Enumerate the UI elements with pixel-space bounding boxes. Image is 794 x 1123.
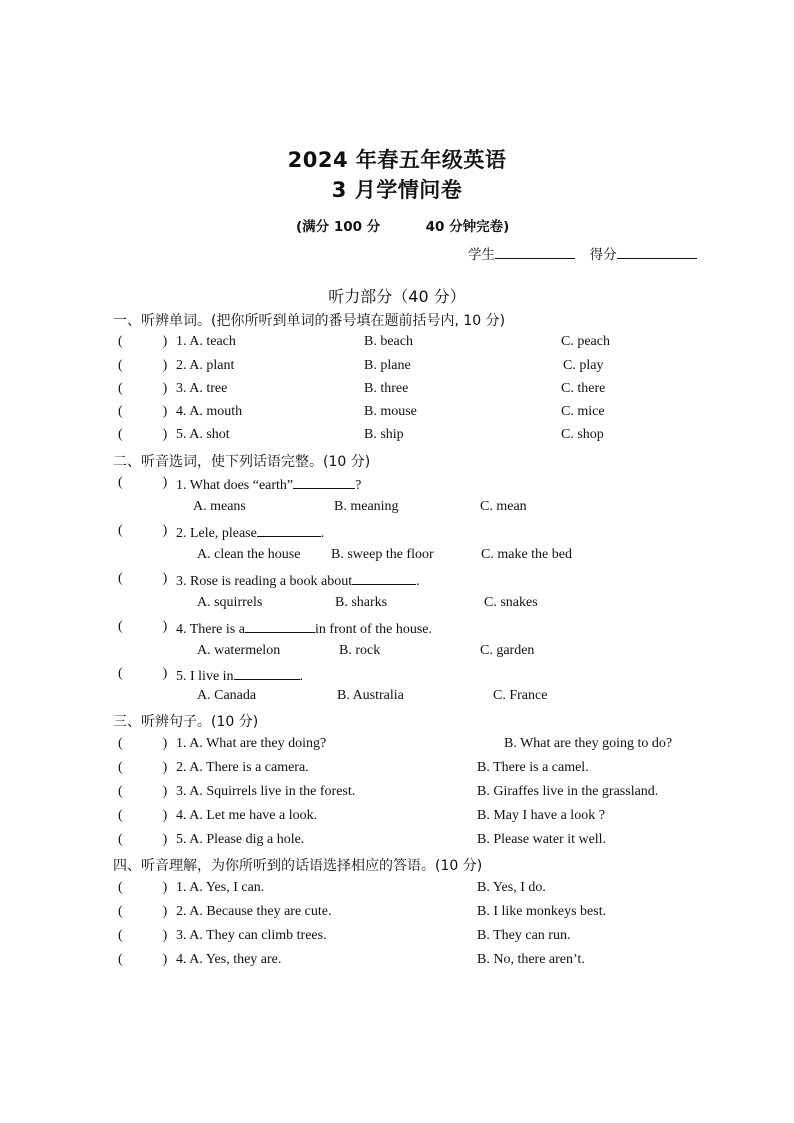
option-a: 2. A. There is a camera. bbox=[176, 760, 309, 775]
option-a: 1. A. What are they doing? bbox=[176, 736, 327, 751]
option-b: B. rock bbox=[339, 643, 381, 658]
option-c: C. play bbox=[563, 358, 604, 373]
answer-blank[interactable]: ( ) bbox=[118, 904, 168, 919]
option-b: B. sweep the floor bbox=[331, 547, 434, 562]
answer-blank[interactable]: ( ) bbox=[118, 571, 168, 586]
option-c: C. snakes bbox=[484, 595, 538, 610]
answer-blank[interactable]: ( ) bbox=[118, 736, 168, 751]
option-b: B. Please water it well. bbox=[477, 832, 607, 847]
answer-blank[interactable]: ( ) bbox=[118, 832, 168, 847]
score-blank[interactable] bbox=[617, 245, 697, 259]
section-3-heading: 三、听辨句子。(10 分) bbox=[113, 714, 259, 730]
answer-blank[interactable]: ( ) bbox=[118, 952, 168, 967]
option-a: 3. A. Squirrels live in the forest. bbox=[176, 784, 356, 799]
full-marks-note bbox=[296, 215, 509, 235]
answer-blank[interactable]: ( ) bbox=[118, 619, 168, 634]
answer-blank[interactable]: ( ) bbox=[118, 760, 168, 775]
answer-blank[interactable]: ( ) bbox=[118, 523, 168, 538]
section-2-heading: 二、听音选词，使下列话语完整。(10 分) bbox=[113, 454, 371, 470]
question-option-a: 1. A. teach bbox=[176, 334, 236, 349]
student-name-blank[interactable] bbox=[495, 245, 575, 259]
answer-blank[interactable]: ( ) bbox=[118, 928, 168, 943]
question-text: 1. What does “earth” ? bbox=[176, 475, 361, 494]
option-a: A. watermelon bbox=[197, 643, 281, 658]
option-b: B. They can run. bbox=[477, 928, 571, 943]
question-option-a: 5. A. shot bbox=[176, 427, 230, 442]
time-limit: 40 分钟完卷) bbox=[425, 219, 510, 235]
part-title: 听力部分（40 分） bbox=[328, 287, 466, 306]
answer-blank[interactable]: ( ) bbox=[118, 784, 168, 799]
student-info bbox=[468, 243, 697, 263]
fill-blank[interactable] bbox=[257, 523, 321, 537]
option-a: 4. A. Yes, they are. bbox=[176, 952, 282, 967]
option-b: B. I like monkeys best. bbox=[477, 904, 607, 919]
score-label: 得分 bbox=[589, 247, 617, 263]
answer-blank[interactable]: ( ) bbox=[118, 808, 168, 823]
page-subtitle: 3 月学情问卷 bbox=[331, 178, 463, 202]
option-a: A. means bbox=[193, 499, 246, 514]
option-b: B. Giraffes live in the grassland. bbox=[477, 784, 659, 799]
option-b: B. sharks bbox=[335, 595, 388, 610]
option-a: 2. A. Because they are cute. bbox=[176, 904, 332, 919]
option-b: B. May I have a look ? bbox=[477, 808, 605, 823]
answer-blank[interactable]: ( ) bbox=[118, 334, 168, 349]
option-a: 3. A. They can climb trees. bbox=[176, 928, 327, 943]
option-a: 4. A. Let me have a look. bbox=[176, 808, 318, 823]
option-a: A. clean the house bbox=[197, 547, 301, 562]
question-text: 2. Lele, please . bbox=[176, 523, 324, 542]
option-c: C. peach bbox=[561, 334, 610, 349]
option-b: B. ship bbox=[364, 427, 404, 442]
option-a: A. Canada bbox=[197, 688, 257, 703]
section-4-heading: 四、听音理解，为你所听到的话语选择相应的答语。(10 分) bbox=[113, 858, 483, 874]
option-b: B. What are they going to do? bbox=[504, 736, 673, 751]
answer-blank[interactable]: ( ) bbox=[118, 666, 168, 681]
option-c: C. shop bbox=[561, 427, 604, 442]
option-b: B. No, there aren’t. bbox=[477, 952, 585, 967]
page-title: 2024 年春五年级英语 bbox=[287, 148, 507, 172]
answer-blank[interactable]: ( ) bbox=[118, 404, 168, 419]
option-b: B. Australia bbox=[337, 688, 404, 703]
question-option-a: 2. A. plant bbox=[176, 358, 235, 373]
question-option-a: 4. A. mouth bbox=[176, 404, 243, 419]
answer-blank[interactable]: ( ) bbox=[118, 358, 168, 373]
fill-blank[interactable] bbox=[245, 619, 315, 633]
fill-blank[interactable] bbox=[352, 571, 416, 585]
option-b: B. mouse bbox=[364, 404, 417, 419]
fill-blank[interactable] bbox=[293, 475, 355, 489]
option-b: B. There is a camel. bbox=[477, 760, 589, 775]
option-c: C. mean bbox=[480, 499, 527, 514]
option-c: C. France bbox=[493, 688, 548, 703]
option-b: B. beach bbox=[364, 334, 413, 349]
question-option-a: 3. A. tree bbox=[176, 381, 228, 396]
question-text: 3. Rose is reading a book about . bbox=[176, 571, 420, 590]
question-text: 4. There is a in front of the house. bbox=[176, 619, 432, 638]
student-label: 学生 bbox=[468, 247, 495, 263]
option-a: 1. A. Yes, I can. bbox=[176, 880, 265, 895]
answer-blank[interactable]: ( ) bbox=[118, 880, 168, 895]
option-c: C. make the bed bbox=[481, 547, 572, 562]
option-c: C. there bbox=[561, 381, 606, 396]
answer-blank[interactable]: ( ) bbox=[118, 475, 168, 490]
option-a: 5. A. Please dig a hole. bbox=[176, 832, 305, 847]
option-b: B. Yes, I do. bbox=[477, 880, 546, 895]
option-c: C. garden bbox=[480, 643, 535, 658]
answer-blank[interactable]: ( ) bbox=[118, 427, 168, 442]
section-1-heading: 一、听辨单词。(把你所听到单词的番号填在题前括号内, 10 分) bbox=[113, 313, 506, 329]
option-a: A. squirrels bbox=[197, 595, 263, 610]
option-b: B. plane bbox=[364, 358, 411, 373]
option-b: B. three bbox=[364, 381, 409, 396]
full-marks: (满分 100 分 bbox=[296, 219, 381, 235]
option-c: C. mice bbox=[561, 404, 605, 419]
option-b: B. meaning bbox=[334, 499, 399, 514]
question-text: 5. I live in . bbox=[176, 666, 303, 685]
fill-blank[interactable] bbox=[234, 666, 300, 680]
answer-blank[interactable]: ( ) bbox=[118, 381, 168, 396]
